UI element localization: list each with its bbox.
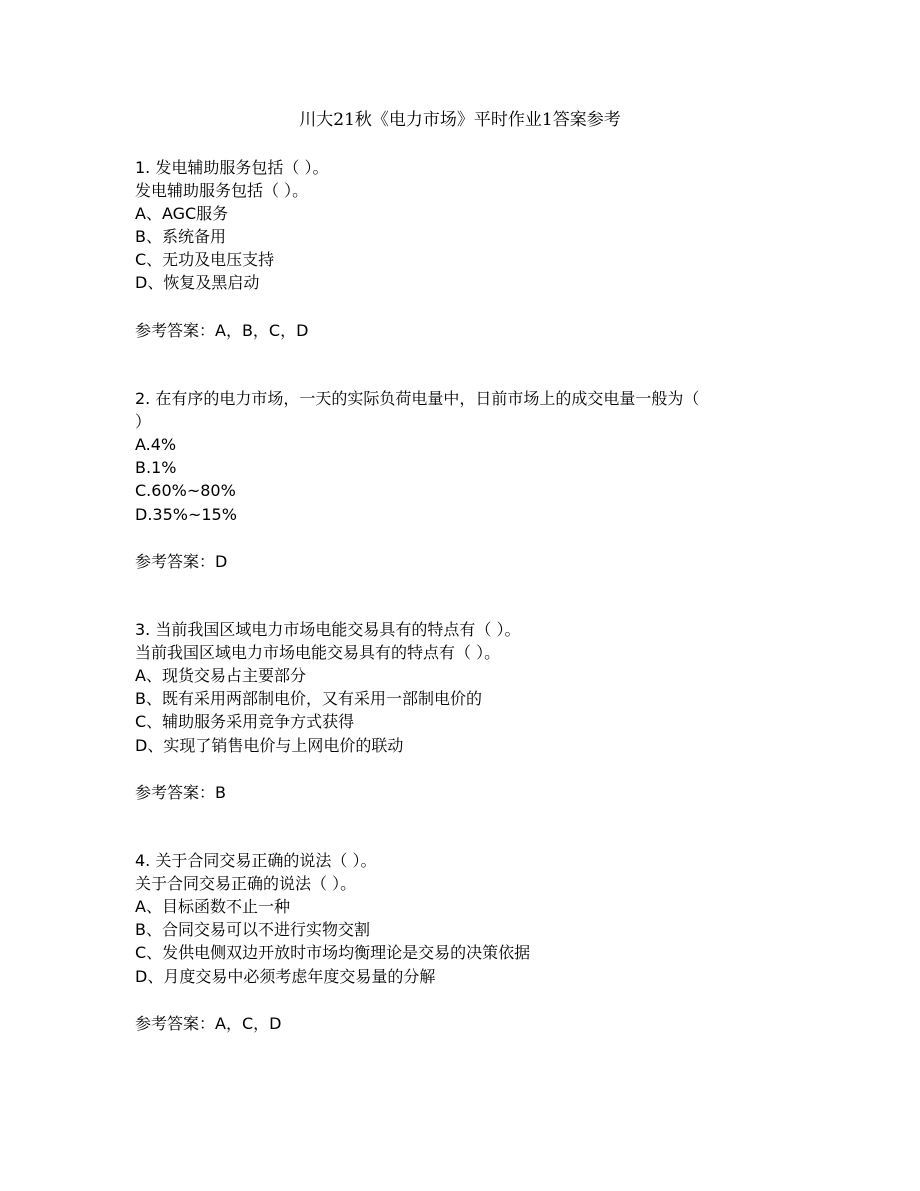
question-4-option-d: D、月度交易中必须考虑年度交易量的分解 bbox=[135, 967, 436, 986]
question-4-option-c: C、发供电侧双边开放时市场均衡理论是交易的决策依据 bbox=[135, 943, 531, 962]
question-1-option-d: D、恢复及黑启动 bbox=[135, 273, 260, 292]
question-3-option-d: D、实现了销售电价与上网电价的联动 bbox=[135, 736, 404, 755]
question-2-answer: 参考答案：D bbox=[135, 552, 228, 571]
question-4-stem-repeat: 关于合同交易正确的说法（ ）。 bbox=[135, 874, 357, 893]
question-3-stem: 3. 当前我国区域电力市场电能交易具有的特点有（ ）。 bbox=[135, 620, 521, 639]
question-4-option-b: B、合同交易可以不进行实物交割 bbox=[135, 920, 370, 939]
question-2-stem-continued: ） bbox=[135, 412, 152, 431]
question-3-answer: 参考答案：B bbox=[135, 783, 226, 802]
question-2-stem: 2. 在有序的电力市场，一天的实际负荷电量中，日前市场上的成交电量一般为（ bbox=[135, 389, 700, 408]
question-3-option-c: C、辅助服务采用竞争方式获得 bbox=[135, 712, 355, 731]
question-2-option-c: C.60%~80% bbox=[135, 481, 236, 500]
question-4-option-a: A、目标函数不止一种 bbox=[135, 897, 290, 916]
question-2-option-a: A.4% bbox=[135, 435, 177, 454]
question-2-option-d: D.35%~15% bbox=[135, 505, 237, 524]
question-4-answer: 参考答案：A，C，D bbox=[135, 1014, 282, 1033]
question-3-option-b: B、既有采用两部制电价，又有采用一部制电价的 bbox=[135, 689, 482, 708]
question-1-answer: 参考答案：A，B，C，D bbox=[135, 321, 309, 340]
question-1-option-b: B、系统备用 bbox=[135, 227, 226, 246]
question-4-stem: 4. 关于合同交易正确的说法（ ）。 bbox=[135, 851, 377, 870]
question-1-stem-repeat: 发电辅助服务包括（ ）。 bbox=[135, 181, 309, 200]
question-3-option-a: A、现货交易占主要部分 bbox=[135, 666, 306, 685]
question-1-option-c: C、无功及电压支持 bbox=[135, 250, 275, 269]
question-1-option-a: A、AGC服务 bbox=[135, 204, 229, 223]
question-2-option-b: B.1% bbox=[135, 458, 177, 477]
document-title: 川大21秋《电力市场》平时作业1答案参考 bbox=[299, 110, 621, 130]
question-1-stem: 1. 发电辅助服务包括（ ）。 bbox=[135, 158, 329, 177]
question-3-stem-repeat: 当前我国区域电力市场电能交易具有的特点有（ ）。 bbox=[135, 643, 501, 662]
